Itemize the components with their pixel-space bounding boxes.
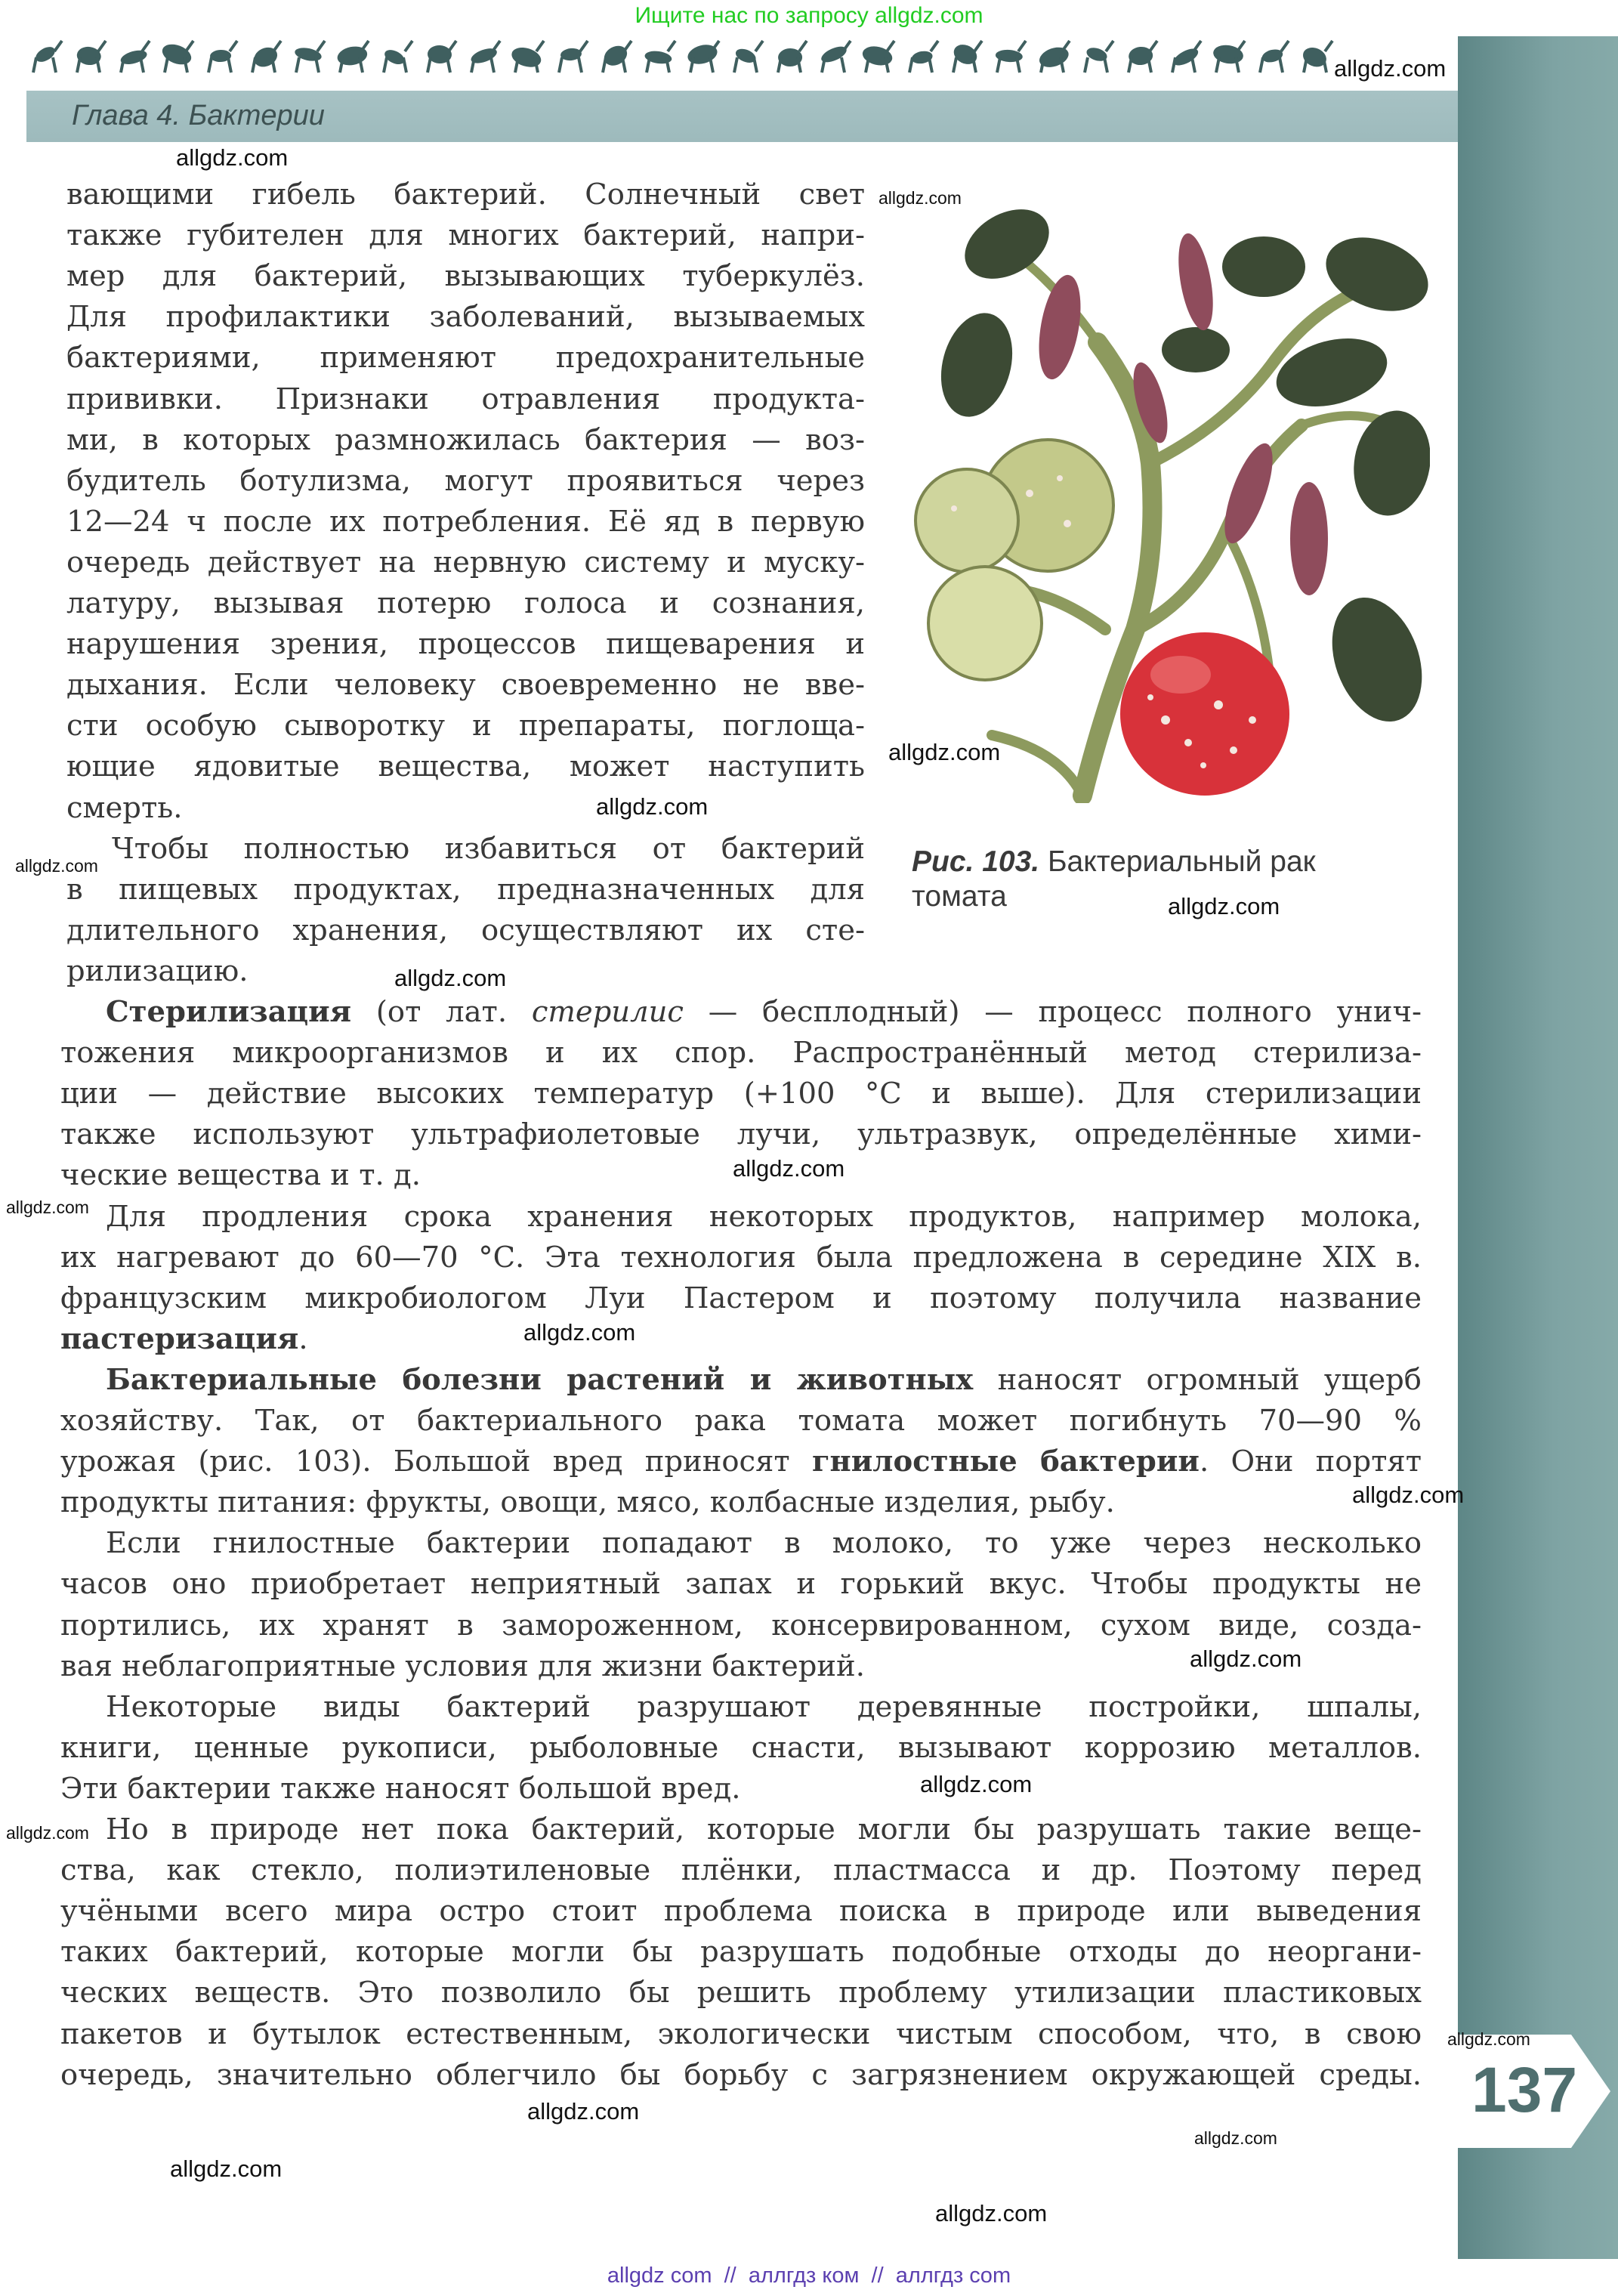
text-run: их нагревают до 60—70 °С. Эта технология была предложена в середине XIX в. xyxy=(60,1240,1422,1275)
text-run: очередь, значительно облегчило бы борьбу с загрязнением окружающей среды. xyxy=(60,2057,1422,2092)
text-run: рилизацию. xyxy=(66,953,249,988)
animal-silhouette-icon xyxy=(159,41,194,73)
text-line xyxy=(66,215,865,256)
text-line xyxy=(106,1523,1422,1564)
animal-silhouette-icon xyxy=(119,41,150,73)
figure-caption-text: Бактериальный рак xyxy=(1039,845,1316,878)
text-line xyxy=(66,175,865,215)
text-line xyxy=(60,2055,1422,2096)
watermark-link[interactable]: allgdz.com xyxy=(888,739,1001,765)
watermark-link[interactable]: allgdz.com xyxy=(394,965,507,991)
search-banner-link[interactable]: Ищите нас по запросу allgdz.com xyxy=(635,3,983,28)
text-line xyxy=(60,1401,1422,1442)
text-line xyxy=(66,338,865,379)
text-line xyxy=(66,706,865,746)
text-run: книги, ценные рукописи, рыболовные снасти, вызывают коррозию металлов. xyxy=(60,1730,1422,1765)
text-line xyxy=(66,379,865,420)
text-run: урожая (рис. 103). Большой вред приносят xyxy=(60,1445,812,1479)
animal-silhouettes-border xyxy=(23,35,1337,76)
watermark-link[interactable]: allgdz.com xyxy=(527,2098,640,2124)
text-run: также губителен для многих бактерий, напри- xyxy=(66,218,865,253)
text-line xyxy=(60,1114,1422,1155)
text-line xyxy=(60,1769,1422,1809)
figure-caption-text-line2: томата xyxy=(912,880,1007,913)
watermark-link[interactable]: allgdz.com xyxy=(176,144,289,171)
text-line xyxy=(60,1605,1422,1646)
text-line xyxy=(66,461,865,502)
tomato-bacterial-canker-illustration xyxy=(909,176,1430,803)
animal-silhouette-icon xyxy=(686,41,720,73)
animal-silhouette-icon xyxy=(76,41,106,73)
text-run: 12—24 ч после их потребления. Её яд в первую xyxy=(66,504,865,539)
text-line xyxy=(60,1728,1422,1769)
text-line xyxy=(106,992,1422,1033)
text-run: портились, их хранят в замороженном, консервированном, сухом виде, созда- xyxy=(60,1608,1422,1642)
watermark-link[interactable]: allgdz.com xyxy=(523,1319,636,1346)
text-run: Но в природе нет пока бактерий, которые могли бы разрушать такие веще- xyxy=(106,1812,1422,1846)
text-run: продукты питания: фрукты, овощи, мясо, колбасные изделия, рыбу. xyxy=(60,1485,1115,1520)
text-run: сти особую сыворотку и препараты, поглоща- xyxy=(66,709,865,743)
text-run: ющие ядовитые вещества, может наступить xyxy=(66,749,865,784)
text-run: наносят огромный ущерб xyxy=(973,1362,1422,1397)
text-line xyxy=(66,788,865,829)
animal-silhouette-icon xyxy=(1260,41,1289,73)
figure-label: Рис. 103. xyxy=(912,845,1040,878)
animal-silhouette-icon xyxy=(1036,41,1071,73)
text-run: длительного хранения, осуществляют их сте- xyxy=(66,913,865,947)
text-run: . Они портят xyxy=(1199,1445,1422,1479)
text-run: дыхания. Если человеку своевременно не вве- xyxy=(66,668,865,703)
text-run: тожения микроорганизмов и их спор. Распространённый метод стерилиза- xyxy=(60,1036,1422,1071)
text-run: ческих веществ. Это позволило бы решить проблему утилизации пластиковых xyxy=(60,1976,1422,2010)
bold-term: Бактериальные болезни растений и животных xyxy=(106,1362,974,1397)
animal-silhouette-icon xyxy=(1128,41,1157,73)
text-line xyxy=(60,1564,1422,1605)
text-line xyxy=(106,1687,1422,1728)
watermark-link[interactable]: allgdz.com xyxy=(1194,2128,1277,2148)
watermark-link[interactable]: allgdz.com xyxy=(1168,893,1280,919)
text-run: Если гнилостные бактерии попадают в молоко, то уже через несколько xyxy=(106,1526,1422,1561)
text-line xyxy=(66,870,865,910)
text-run: Чтобы полностью избавиться от бактерий xyxy=(112,831,865,866)
animal-silhouette-icon xyxy=(733,41,763,73)
text-run: будитель ботулизма, могут проявиться через xyxy=(66,463,865,498)
animal-silhouette-icon xyxy=(909,41,938,73)
watermark-link[interactable]: allgdz.com xyxy=(6,1197,89,1217)
text-run: (от лат. xyxy=(351,995,532,1029)
text-line xyxy=(66,256,865,297)
text-run: мер для бактерий, вызывающих туберкулёз. xyxy=(66,259,865,294)
animal-silhouette-icon xyxy=(819,41,851,73)
text-run: французским микробиологом Луи Пастером и поэтому получила название xyxy=(60,1281,1422,1315)
watermark-link[interactable]: allgdz.com xyxy=(1447,2029,1530,2049)
page-number: 137 xyxy=(1471,2054,1578,2125)
text-run: часов оно приобретает неприятный запах и горький вкус. Чтобы продукты не xyxy=(60,1567,1422,1602)
page-edge-sidebar xyxy=(1458,36,1618,2259)
text-line xyxy=(60,1482,1422,1523)
animal-silhouette-icon xyxy=(208,41,237,73)
italic-term: стерилис xyxy=(531,995,684,1029)
animal-silhouette-icon xyxy=(335,41,369,73)
chapter-header-band xyxy=(26,91,1458,142)
text-line xyxy=(66,665,865,706)
watermark-link[interactable]: allgdz.com xyxy=(878,188,962,208)
animal-silhouette-icon xyxy=(778,41,807,73)
text-run: пакетов и бутылок естественным, экологически чистым способом, что, в свою xyxy=(60,2016,1422,2051)
text-line xyxy=(66,624,865,665)
text-line xyxy=(106,1197,1422,1238)
animal-silhouette-icon xyxy=(860,41,894,73)
text-line xyxy=(66,910,865,951)
text-run: в пищевых продуктах, предназначенных для xyxy=(66,872,865,907)
text-run: Для продления срока хранения некоторых продуктов, например молока, xyxy=(106,1199,1422,1234)
animal-silhouette-icon xyxy=(469,41,500,73)
watermark-link[interactable]: allgdz.com xyxy=(1352,1482,1465,1508)
text-run: вающими гибель бактерий. Солнечный свет xyxy=(66,178,865,212)
text-run: ства, как стекло, полиэтиленовые плёнки, пластмасса и др. Поэтому перед xyxy=(60,1853,1422,1888)
animal-silhouette-icon xyxy=(294,41,325,73)
watermark-link[interactable]: allgdz.com xyxy=(1190,1646,1302,1672)
text-line xyxy=(60,1074,1422,1114)
text-line xyxy=(66,502,865,542)
text-run: латуру, вызывая потерю голоса и сознания, xyxy=(66,586,865,620)
animal-silhouette-icon xyxy=(1085,41,1113,73)
text-run: прививки. Признаки отравления продукта- xyxy=(66,382,865,416)
text-line xyxy=(60,1033,1422,1074)
text-line xyxy=(112,829,865,870)
text-run: . xyxy=(298,1321,308,1356)
animal-silhouette-icon xyxy=(559,41,588,73)
text-run: ции — действие высоких температур (+100 °С и выше). Для стерилизации xyxy=(60,1077,1422,1111)
text-line xyxy=(66,297,865,338)
text-line xyxy=(60,2014,1422,2055)
animal-silhouette-icon xyxy=(509,41,544,73)
text-line xyxy=(60,1319,1422,1360)
text-line xyxy=(66,542,865,583)
text-run: ческие вещества и т. д. xyxy=(60,1158,421,1193)
animal-silhouette-icon xyxy=(644,41,675,73)
text-line xyxy=(66,746,865,787)
animal-silhouette-icon xyxy=(1300,41,1332,73)
animal-silhouette-icon xyxy=(427,41,456,73)
watermark-link[interactable]: allgdz.com xyxy=(935,2200,1048,2226)
text-line xyxy=(66,420,865,461)
animal-silhouette-icon xyxy=(1171,41,1201,73)
text-run: хозяйству. Так, от бактериального рака томата может погибнуть 70—90 % xyxy=(60,1404,1422,1438)
text-line xyxy=(60,1278,1422,1319)
text-run: Для профилактики заболеваний, вызываемых xyxy=(66,300,865,335)
animal-silhouette-icon xyxy=(995,41,1026,73)
animal-silhouette-icon xyxy=(33,41,62,73)
text-run: ми, в которых размножилась бактерия — воз- xyxy=(66,422,865,457)
text-run: также используют ультрафиолетовые лучи, ультразвук, определённые хими- xyxy=(60,1117,1422,1152)
text-run: бактериями, применяют предохранительные xyxy=(66,341,865,375)
text-line xyxy=(60,1891,1422,1932)
text-run: Эти бактерии также наносят большой вред. xyxy=(60,1771,741,1806)
text-run: нарушения зрения, процессов пищеварения и xyxy=(66,627,865,662)
text-line xyxy=(60,1238,1422,1278)
text-run: — бесплодный) — процесс полного унич- xyxy=(683,995,1422,1029)
bold-term: пастеризация xyxy=(60,1321,299,1356)
animal-silhouette-icon xyxy=(950,41,982,73)
text-line xyxy=(106,1809,1422,1850)
text-run: учёными всего мира остро стоит проблема поиска в природе или выведения xyxy=(60,1894,1422,1929)
text-run: смерть. xyxy=(66,790,183,825)
text-line xyxy=(106,1360,1422,1401)
animal-silhouette-icon xyxy=(1212,41,1245,73)
bold-term: гнилостные бактерии xyxy=(811,1445,1200,1479)
text-line xyxy=(66,583,865,624)
text-run: Некоторые виды бактерий разрушают деревянные постройки, шпалы, xyxy=(106,1689,1422,1724)
watermark-link[interactable]: allgdz.com xyxy=(170,2155,283,2182)
animal-silhouette-icon xyxy=(382,41,412,73)
text-run: очередь действует на нервную систему и муску- xyxy=(66,545,865,579)
text-run: таких бактерий, которые могли бы разрушать подобные отходы до неоргани- xyxy=(60,1935,1422,1970)
text-run: вая неблагоприятные условия для жизни бактерий. xyxy=(60,1649,865,1683)
text-line xyxy=(60,1850,1422,1891)
animal-silhouette-icon xyxy=(251,41,281,73)
watermark-link[interactable]: allgdz.com xyxy=(733,1155,845,1182)
bold-term: Стерилизация xyxy=(106,995,352,1029)
watermark-link[interactable]: allgdz.com xyxy=(596,793,709,820)
watermark-link[interactable]: allgdz.com xyxy=(920,1771,1033,1797)
watermark-link[interactable]: allgdz.com xyxy=(6,1823,89,1843)
animal-silhouette-icon xyxy=(601,41,631,73)
chapter-title: Глава 4. Бактерии xyxy=(72,100,325,131)
text-line xyxy=(60,1442,1422,1482)
watermark-link[interactable]: allgdz.com xyxy=(15,856,98,876)
footer-links[interactable]: allgdz com // аллгдз ком // аллгдз com xyxy=(607,2264,1011,2288)
text-line xyxy=(60,1973,1422,2013)
text-line xyxy=(60,1932,1422,1973)
watermark-link[interactable]: allgdz.com xyxy=(1334,55,1447,82)
